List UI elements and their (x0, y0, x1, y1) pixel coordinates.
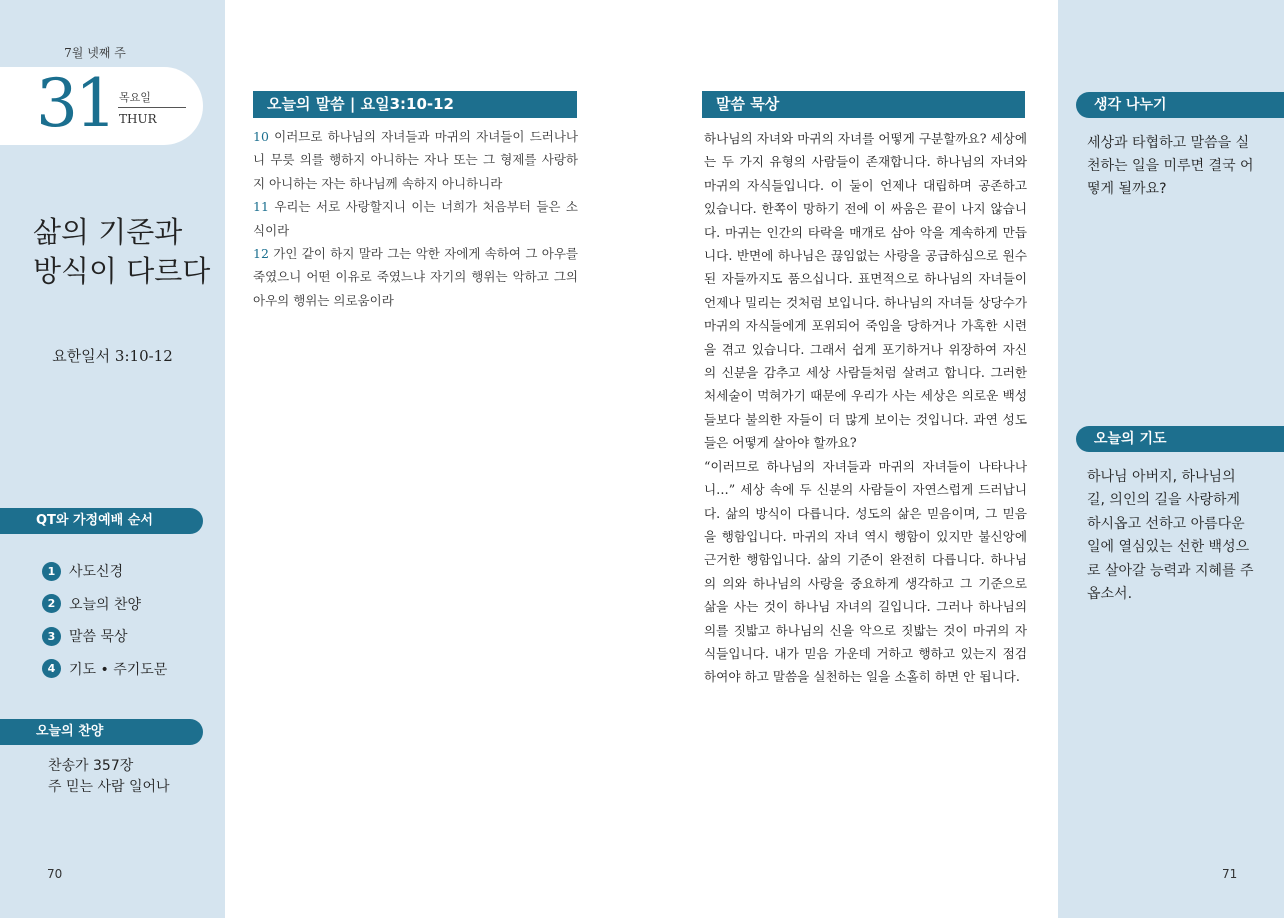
day-number: 31 (36, 65, 114, 142)
scripture-text (253, 125, 578, 312)
order-item (42, 555, 167, 588)
number-badge: 2 (42, 594, 61, 613)
meditation-paragraph-1: 하나님의 자녀와 마귀의 자녀를 어떻게 구분할까요? 세상에는 두 가지 유형의 사람들이 존재합니다. 하나님의 자녀와 마귀의 자식들입니다. 이 둘이 언제나 대립하며 공존하고 있습니다. 한쪽이 망하기 전에 이 싸움은 끝이 나지 않습니다. 마귀는 인간의 타락을 매개로 삼아 악을 계속하게 만듭니다. 반면에 하나님은 끊임없는 사랑을 공급하심으로 원수된 자들까지도 품으십니다. 표면적으로 하나님의 자녀들이 언제나 밀리는 것처럼 보입니다. 하나님의 자녀들 상당수가 마귀의 자식들에게 포위되어 죽임을 당하거나 가혹한 시련을 겪고 있습니다. 그래서 쉽게 포기하거나 위장하여 자신의 신분을 감추고 세상 사람들처럼 살려고 합니다. 그러한 처세술이 먹혀가기 때문에 우리가 사는 세상은 의로운 백성들보다 불의한 자들이 더 많게 보이는 것입니다. 과연 성도들은 어떻게 살아야 할까요? (704, 131, 1027, 451)
week-label: 7월 넷째 주 (64, 46, 126, 60)
number-badge: 1 (42, 562, 61, 581)
scripture-reference: 요한일서 3:10-12 (52, 347, 173, 365)
order-item (42, 620, 167, 653)
order-item-label: 사도신경 (69, 564, 124, 581)
todays-prayer-text: 하나님 아버지, 하나님의 길, 의인의 길을 사랑하게 하시옵고 선하고 아름다운 일에 열심있는 선한 백성으로 살아갈 능력과 지혜를 주옵소서. (1087, 469, 1254, 603)
share-thoughts-heading: 생각 나누기 (1076, 92, 1284, 118)
page-number-left: 70 (47, 867, 63, 881)
hymn-number: 찬송가 357장 (48, 758, 134, 774)
verse-text: 이러므로 하나님의 자녀들과 마귀의 자녀들이 드러나나니 무릇 의를 행하지 아니하는 자나 또는 그 형제를 사랑하지 아니하는 자는 하나님께 속하지 아니하니라 (253, 129, 578, 191)
day-of-week-korean: 목요일 (119, 91, 151, 104)
hymn-info (48, 756, 170, 798)
number-badge: 3 (42, 627, 61, 646)
order-item-label: 기도 • 주기도문 (69, 661, 168, 678)
verse-number: 12 (253, 246, 269, 262)
meditation-text (704, 127, 1027, 689)
page-number-right: 71 (1222, 867, 1238, 881)
title-line-2: 방식이 다르다 (33, 254, 211, 288)
order-item (42, 653, 167, 686)
verse (253, 242, 578, 312)
verse-text: 우리는 서로 사랑할지니 이는 너희가 처음부터 들은 소식이라 (253, 199, 578, 238)
verse-number: 11 (253, 199, 269, 215)
todays-prayer-heading: 오늘의 기도 (1076, 426, 1284, 452)
day-of-week-english: THUR (119, 112, 157, 126)
order-list (42, 555, 167, 685)
order-item-label: 오늘의 찬양 (69, 596, 142, 613)
verse (253, 195, 578, 242)
hymn-title: 주 믿는 사람 일어나 (48, 779, 170, 795)
hymn-heading: 오늘의 찬양 (0, 719, 203, 745)
share-thoughts-text: 세상과 타협하고 말씀을 실천하는 일을 미루면 결국 어떻게 될까요? (1087, 135, 1254, 197)
order-item (42, 588, 167, 621)
todays-word-heading: 오늘의 말씀 | 요일3:10-12 (253, 91, 577, 118)
verse-text: 가인 같이 하지 말라 그는 악한 자에게 속하여 그 아우를 죽였으니 어떤 이유로 죽였느냐 자기의 행위는 악하고 그의 아우의 행위는 의로움이라 (253, 246, 578, 308)
verse (253, 125, 578, 195)
title-line-1: 삶의 기준과 (33, 215, 183, 249)
order-heading: QT와 가정예배 순서 (0, 508, 203, 534)
order-item-label: 말씀 묵상 (69, 629, 128, 646)
date-divider (118, 107, 186, 108)
meditation-paragraph-2: “이러므로 하나님의 자녀들과 마귀의 자녀들이 나타나나니…” 세상 속에 두 신분의 사람들이 자연스럽게 드러납니다. 삶의 방식이 다릅니다. 성도의 삶은 믿음이며, 그 믿음을 행함입니다. 마귀의 자녀 역시 행함이 있지만 불신앙에 근거한 행함입니다. 삶의 기준이 완전히 다릅니다. 하나님의 의와 하나님의 사랑을 중요하게 생각하고 그 기준으로 삶을 사는 것이 하나님 자녀의 길입니다. 그러나 하나님의 의를 짓밟고 하나님의 신을 악으로 짓밟는 것이 마귀의 자식들입니다. 내가 믿음 가운데 거하고 행하고 있는지 점검하여야 하고 말씀을 실천하는 일을 소홀히 하면 안 됩니다. (704, 458, 1027, 685)
page-title (33, 213, 218, 291)
meditation-heading: 말씀 묵상 (702, 91, 1025, 118)
number-badge: 4 (42, 659, 61, 678)
verse-number: 10 (253, 129, 269, 144)
